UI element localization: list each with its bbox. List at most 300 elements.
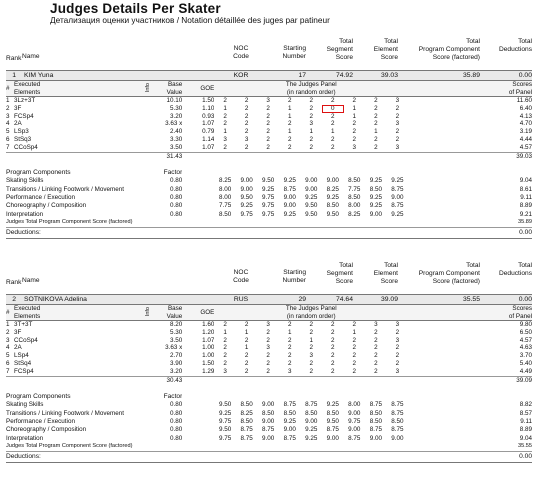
- judge-score: 8.50: [369, 417, 382, 425]
- judge-score: 9.25: [283, 177, 296, 185]
- element-number-header: #: [6, 305, 14, 321]
- judge-score: 2: [309, 359, 313, 367]
- judge-score: 9.25: [262, 185, 275, 193]
- element-row: [6, 113, 532, 121]
- judge-score: 9.25: [218, 409, 232, 417]
- judge-score: 9.25: [369, 177, 382, 185]
- deductions-value: 0.00: [408, 452, 532, 463]
- element-number: 7: [6, 143, 10, 151]
- judge-score: 7.75: [348, 185, 361, 193]
- skater-program-component-score: 35.89: [462, 72, 480, 79]
- component-name: Performance / Execution: [6, 417, 75, 425]
- skater-start-number: 17: [298, 72, 306, 79]
- element-base-value: 3.20: [170, 367, 183, 375]
- judge-score: 3: [309, 352, 313, 360]
- element-row: [6, 344, 532, 352]
- element-score-of-panel: 4.70: [519, 120, 532, 128]
- judge-score: 9.75: [262, 202, 275, 210]
- judge-score: 1: [287, 104, 292, 112]
- program-component-score-header: Total Program Component Score (factored): [418, 262, 480, 285]
- judge-score: 9.00: [305, 417, 318, 425]
- element-info: [114, 120, 152, 128]
- element-goe: 1.07: [202, 120, 215, 128]
- spacer: [182, 418, 214, 426]
- skater-start-number: 29: [298, 296, 306, 303]
- element-score-of-panel: 4.13: [519, 112, 532, 120]
- element-info: [114, 360, 152, 368]
- judge-score: 1: [287, 128, 292, 136]
- judge-score: 2: [287, 120, 292, 128]
- total-deductions-header: Total Deductions: [499, 262, 532, 277]
- judge-score: 3: [374, 321, 378, 328]
- judge-score: 9.25: [326, 193, 339, 201]
- component-name: Transitions / Linking Footwork / Movement: [6, 409, 125, 417]
- element-row: [6, 360, 532, 368]
- component-name: Transitions / Linking Footwork / Movement: [6, 185, 125, 193]
- judge-score: 8.50: [326, 409, 339, 417]
- judge-score: 9.00: [391, 193, 404, 201]
- judge-score: 3: [244, 135, 249, 143]
- judge-score: 8.00: [348, 202, 361, 210]
- element-row: [6, 144, 532, 152]
- element-info: [114, 97, 152, 105]
- element-row: [6, 368, 532, 376]
- judge-score: 2: [331, 352, 335, 360]
- rank-header: Rank: [6, 55, 22, 62]
- element-number: 3: [6, 112, 10, 120]
- skater-header: [6, 262, 532, 294]
- skater-noc: KOR: [233, 72, 249, 79]
- spacer: [182, 426, 214, 434]
- judge-score: 8.75: [262, 426, 275, 434]
- judge-score: 2: [352, 344, 357, 352]
- judge-score: 2: [244, 359, 249, 367]
- judge-score: 2: [352, 352, 357, 360]
- element-goe: 1.00: [202, 344, 215, 352]
- spacer: [182, 177, 214, 185]
- judge-score: 2: [223, 143, 227, 151]
- component-score-of-panel: 8.89: [519, 202, 532, 210]
- judge-score: 8.50: [348, 177, 361, 185]
- spacer: [6, 384, 532, 392]
- judge-score: 3: [287, 367, 292, 375]
- element-goe: 1.50: [202, 359, 215, 367]
- judge-score: 1: [352, 104, 357, 112]
- element-code: LSp3: [14, 128, 29, 136]
- judge-score: 2: [331, 321, 335, 328]
- element-number: 6: [6, 359, 10, 367]
- judge-score: 3: [266, 321, 270, 328]
- judge-score: 2: [374, 112, 378, 120]
- element-row: [6, 97, 532, 105]
- element-info: [114, 344, 152, 352]
- judge-score: 8.25: [326, 185, 339, 193]
- judge-score: 9.00: [283, 426, 296, 434]
- judge-score: 3: [395, 120, 400, 128]
- judge-score: 1: [309, 128, 313, 136]
- program-components-header: Program Components: [6, 393, 71, 401]
- component-row: [6, 435, 532, 443]
- component-name: Choreography / Composition: [6, 426, 87, 434]
- spacer: [182, 392, 532, 401]
- scores-of-panel-header: Scores of Panel: [408, 305, 532, 321]
- judge-score: 9.00: [240, 177, 253, 185]
- judge-score: 2: [266, 128, 270, 136]
- element-info: [114, 128, 152, 136]
- judge-score: 1: [352, 328, 357, 336]
- judge-score: 2: [395, 344, 400, 352]
- element-info: [114, 329, 152, 337]
- judge-score: 2: [287, 135, 292, 143]
- judge-score: 9.75: [218, 417, 232, 425]
- starting-number-header: Starting Number: [282, 45, 306, 60]
- element-goe: 1.29: [202, 367, 215, 375]
- judge-score: 9.75: [348, 417, 361, 425]
- judge-score: 2: [395, 128, 400, 136]
- element-goe: 1.07: [202, 336, 215, 344]
- spacer: [6, 160, 532, 168]
- element-base-value: 5.30: [170, 104, 183, 112]
- judge-score: 9.25: [369, 202, 382, 210]
- judge-score: 3: [395, 336, 400, 344]
- judge-score: 2: [395, 112, 400, 120]
- element-row: [6, 321, 532, 329]
- element-code: 3Lz+3T: [14, 97, 36, 104]
- judge-score: 1: [244, 344, 249, 352]
- judge-score: 2: [309, 135, 313, 143]
- judge-score: 1: [309, 336, 313, 344]
- elements-total-row: [6, 152, 532, 160]
- judge-score: 2: [223, 359, 227, 367]
- judge-score: 2: [352, 359, 357, 367]
- elements-score-total: 39.09: [408, 376, 532, 384]
- judge-score: 2: [309, 344, 313, 352]
- components-total-row: [6, 443, 532, 451]
- base-value-header: Base Value: [152, 81, 182, 97]
- judge-score: 9.00: [305, 177, 318, 185]
- component-factor: 0.80: [170, 401, 183, 409]
- judge-score: 2: [223, 120, 227, 128]
- skater-total-segment-score: 74.92: [335, 72, 353, 79]
- judge-score: 9.25: [326, 401, 339, 409]
- judge-score: 3: [309, 120, 313, 128]
- judge-score: 2: [352, 135, 357, 143]
- elements-score-total: 39.03: [408, 152, 532, 160]
- judge-score: 3: [223, 135, 227, 143]
- judge-score: 8.00: [218, 193, 232, 201]
- deductions-value: 0.00: [408, 228, 532, 239]
- component-row: [6, 194, 532, 202]
- judge-score: 8.50: [240, 401, 253, 409]
- component-row: [6, 186, 532, 194]
- element-code: 3T+3T: [14, 321, 33, 328]
- judge-score: 1: [352, 112, 357, 120]
- judge-score: 2: [352, 367, 357, 375]
- element-goe: 1.07: [202, 143, 215, 151]
- spacer: [182, 152, 408, 160]
- judge-score: 2: [309, 143, 313, 151]
- component-score-of-panel: 9.04: [519, 177, 532, 185]
- component-row: [6, 211, 532, 219]
- judge-score: 9.25: [305, 426, 318, 434]
- element-score-of-panel: 6.40: [519, 104, 532, 112]
- element-info: [114, 144, 152, 152]
- judge-score: 8.75: [305, 401, 318, 409]
- elements-header-row: [6, 81, 532, 97]
- element-number: 3: [6, 336, 10, 344]
- total-element-score-header: Total Element Score: [373, 38, 398, 61]
- element-base-value: 3.63 x: [165, 120, 183, 128]
- spacer: [14, 152, 114, 160]
- skater-name: SOTNIKOVA Adelina: [24, 296, 87, 303]
- judge-score: 8.75: [283, 434, 296, 442]
- element-number: 5: [6, 352, 10, 360]
- skater-total-segment-score: 74.64: [335, 296, 353, 303]
- judge-score: 0: [322, 105, 344, 113]
- judge-score: 8.50: [262, 409, 275, 417]
- judge-score: 2: [244, 104, 249, 112]
- judge-score: 2: [374, 336, 378, 344]
- judge-score: 9.00: [262, 417, 275, 425]
- deductions-row: [6, 228, 532, 239]
- component-name: Skating Skills: [6, 177, 44, 185]
- spacer: [182, 202, 214, 210]
- judge-score: 2: [223, 321, 227, 328]
- element-number: 6: [6, 135, 10, 143]
- judge-score: 9.75: [240, 210, 253, 218]
- element-base-value: 2.40: [170, 128, 183, 136]
- judge-score: 2: [331, 97, 335, 104]
- element-goe: 0.79: [202, 128, 215, 136]
- name-header: Name: [22, 53, 40, 60]
- total-deductions-header: Total Deductions: [499, 38, 532, 53]
- judge-score: 1: [244, 328, 249, 336]
- judge-score: 2: [287, 97, 292, 104]
- skater-rank: 2: [12, 296, 16, 303]
- judge-score: 1: [223, 104, 227, 112]
- component-row: [6, 418, 532, 426]
- element-code: LSp4: [14, 352, 29, 360]
- judge-score: 3: [266, 97, 270, 104]
- element-number: 7: [6, 367, 10, 375]
- judge-score: 2: [244, 112, 249, 120]
- component-score-of-panel: 8.89: [519, 426, 532, 434]
- element-row: [6, 136, 532, 144]
- judge-score: 2: [244, 120, 249, 128]
- element-row: [6, 120, 532, 128]
- starting-number-header: Starting Number: [282, 269, 306, 284]
- element-number: 2: [6, 328, 10, 336]
- elements-header-row: [6, 305, 532, 321]
- skater-rank: 1: [12, 72, 16, 79]
- judge-score: 8.75: [283, 185, 296, 193]
- judge-score: 2: [309, 321, 313, 328]
- element-code: CCoSp4: [14, 336, 38, 344]
- element-base-value: 3.50: [170, 336, 183, 344]
- judge-score: 8.25: [240, 409, 253, 417]
- judge-score: 9.00: [240, 185, 253, 193]
- judge-score: 8.50: [218, 210, 232, 218]
- judge-score: 9.25: [240, 202, 253, 210]
- element-base-value: 3.90: [170, 359, 183, 367]
- element-code: 3F: [14, 104, 22, 112]
- judge-score: 9.00: [283, 193, 296, 201]
- judge-score: 2: [287, 352, 292, 360]
- judge-score: 8.00: [348, 401, 361, 409]
- element-score-of-panel: 3.19: [519, 128, 532, 136]
- judge-score: 2: [374, 104, 378, 112]
- component-factor: 0.80: [170, 185, 183, 193]
- element-info: [114, 136, 152, 144]
- judge-score: 2: [266, 112, 270, 120]
- page-subtitle: Детализация оценки участников / Notation détaillée des juges par patineur: [50, 15, 330, 25]
- judge-score: 1: [331, 128, 335, 136]
- skater-total-element-score: 39.09: [380, 296, 398, 303]
- component-factor: 0.80: [170, 434, 183, 442]
- judge-score: 2: [309, 97, 313, 104]
- element-goe: 1.20: [202, 328, 215, 336]
- component-score-of-panel: 8.57: [519, 409, 532, 417]
- judge-score: 9.25: [305, 193, 318, 201]
- judge-score: 9.50: [218, 401, 232, 409]
- judge-score: 8.50: [305, 409, 318, 417]
- element-base-value: 5.30: [170, 328, 183, 336]
- judge-score: 2: [266, 359, 270, 367]
- element-score-of-panel: 4.44: [519, 135, 532, 143]
- judge-score: 9.00: [305, 185, 318, 193]
- component-name: Performance / Execution: [6, 193, 75, 201]
- noc-header: NOC Code: [233, 45, 249, 60]
- judge-score: 2: [244, 128, 249, 136]
- element-base-value: 3.50: [170, 143, 183, 151]
- element-score-of-panel: 5.40: [519, 359, 532, 367]
- judge-score: 3: [266, 344, 270, 352]
- element-number: 4: [6, 120, 10, 128]
- judge-score: 3: [352, 143, 357, 151]
- skater-summary-row: [6, 70, 532, 81]
- judge-score: 8.75: [391, 185, 404, 193]
- element-goe: 1.60: [202, 321, 215, 328]
- judge-score: 9.00: [262, 401, 275, 409]
- element-base-value: 2.70: [170, 352, 183, 360]
- judge-score: 9.00: [326, 434, 339, 442]
- element-info: [114, 368, 152, 376]
- info-header-label: Info: [144, 82, 151, 92]
- judge-score: 2: [309, 367, 313, 375]
- element-code: 2A: [14, 344, 22, 352]
- judge-score: 3: [223, 367, 227, 375]
- spacer: [114, 152, 152, 160]
- spacer: [182, 211, 214, 219]
- judge-score: 2: [374, 344, 378, 352]
- component-row: [6, 177, 532, 185]
- skater-summary-row: [6, 294, 532, 305]
- spacer: [182, 376, 408, 384]
- judge-score: 9.50: [326, 417, 339, 425]
- skater-section: [6, 38, 532, 239]
- judge-score: 8.50: [348, 193, 361, 201]
- judge-score: 9.50: [218, 426, 232, 434]
- judges-panel-header: The Judges Panel (in random order): [214, 305, 408, 321]
- judge-score: 9.00: [348, 426, 361, 434]
- judge-score: 2: [309, 112, 313, 120]
- element-code: 3F: [14, 328, 22, 336]
- judge-score: 2: [352, 128, 357, 136]
- element-goe: 1.50: [202, 97, 215, 104]
- judge-score: 2: [287, 321, 292, 328]
- element-code: FCSp4: [14, 367, 34, 375]
- judge-score: 7.75: [218, 202, 232, 210]
- judge-score: 8.50: [369, 409, 382, 417]
- judge-score: 2: [374, 97, 378, 104]
- judge-score: 9.25: [305, 434, 318, 442]
- executed-elements-header: Executed Elements: [14, 81, 114, 97]
- element-goe: 1.14: [202, 135, 215, 143]
- judge-score: 2: [266, 135, 270, 143]
- judge-score: 2: [352, 120, 357, 128]
- element-info: [114, 113, 152, 121]
- element-base-value: 3.63 x: [165, 344, 183, 352]
- judge-score: 2: [395, 352, 400, 360]
- judge-score: 2: [374, 359, 378, 367]
- element-number: 2: [6, 104, 10, 112]
- element-info: [114, 105, 152, 113]
- element-code: CCoSp4: [14, 143, 38, 151]
- components-header-row: [6, 168, 532, 177]
- judge-score: 2: [331, 344, 335, 352]
- element-base-value: 3.20: [170, 112, 183, 120]
- factor-header: Factor: [163, 169, 183, 177]
- spacer: [182, 168, 532, 177]
- judge-score: 9.25: [391, 177, 404, 185]
- judge-score: 2: [374, 120, 378, 128]
- element-score-of-panel: 6.50: [519, 328, 532, 336]
- judge-score: 2: [331, 336, 335, 344]
- judge-score: 2: [374, 143, 378, 151]
- judge-score: 2: [223, 344, 227, 352]
- component-name: Choreography / Composition: [6, 202, 87, 210]
- judge-score: 9.25: [391, 210, 404, 218]
- judge-score: 2: [287, 344, 292, 352]
- judge-score: 2: [395, 328, 400, 336]
- judge-score: 2: [374, 367, 378, 375]
- base-value-total: 31.43: [152, 152, 182, 160]
- component-score-of-panel: 9.11: [520, 417, 532, 425]
- component-score-of-panel: 8.61: [519, 185, 532, 193]
- component-factor: 0.80: [170, 193, 183, 201]
- judge-score: 8.50: [283, 409, 296, 417]
- element-number: 4: [6, 344, 10, 352]
- judge-score: 8.75: [391, 202, 404, 210]
- judge-score: 1: [223, 328, 227, 336]
- element-row: [6, 105, 532, 113]
- judge-score: 2: [244, 367, 249, 375]
- component-factor: 0.80: [170, 426, 183, 434]
- judge-score: 2: [266, 104, 270, 112]
- spacer: [114, 376, 152, 384]
- judge-score: 8.75: [326, 426, 339, 434]
- judge-score: 9.50: [305, 210, 318, 218]
- judge-score: 2: [223, 336, 227, 344]
- judge-score: 2: [244, 143, 249, 151]
- judge-score: 8.75: [348, 434, 361, 442]
- component-factor: 0.80: [170, 417, 183, 425]
- elements-total-row: [6, 376, 532, 384]
- element-code: StSq3: [14, 135, 32, 143]
- judge-score: 9.50: [240, 193, 253, 201]
- judge-score: 9.50: [262, 177, 275, 185]
- components-header-row: [6, 392, 532, 401]
